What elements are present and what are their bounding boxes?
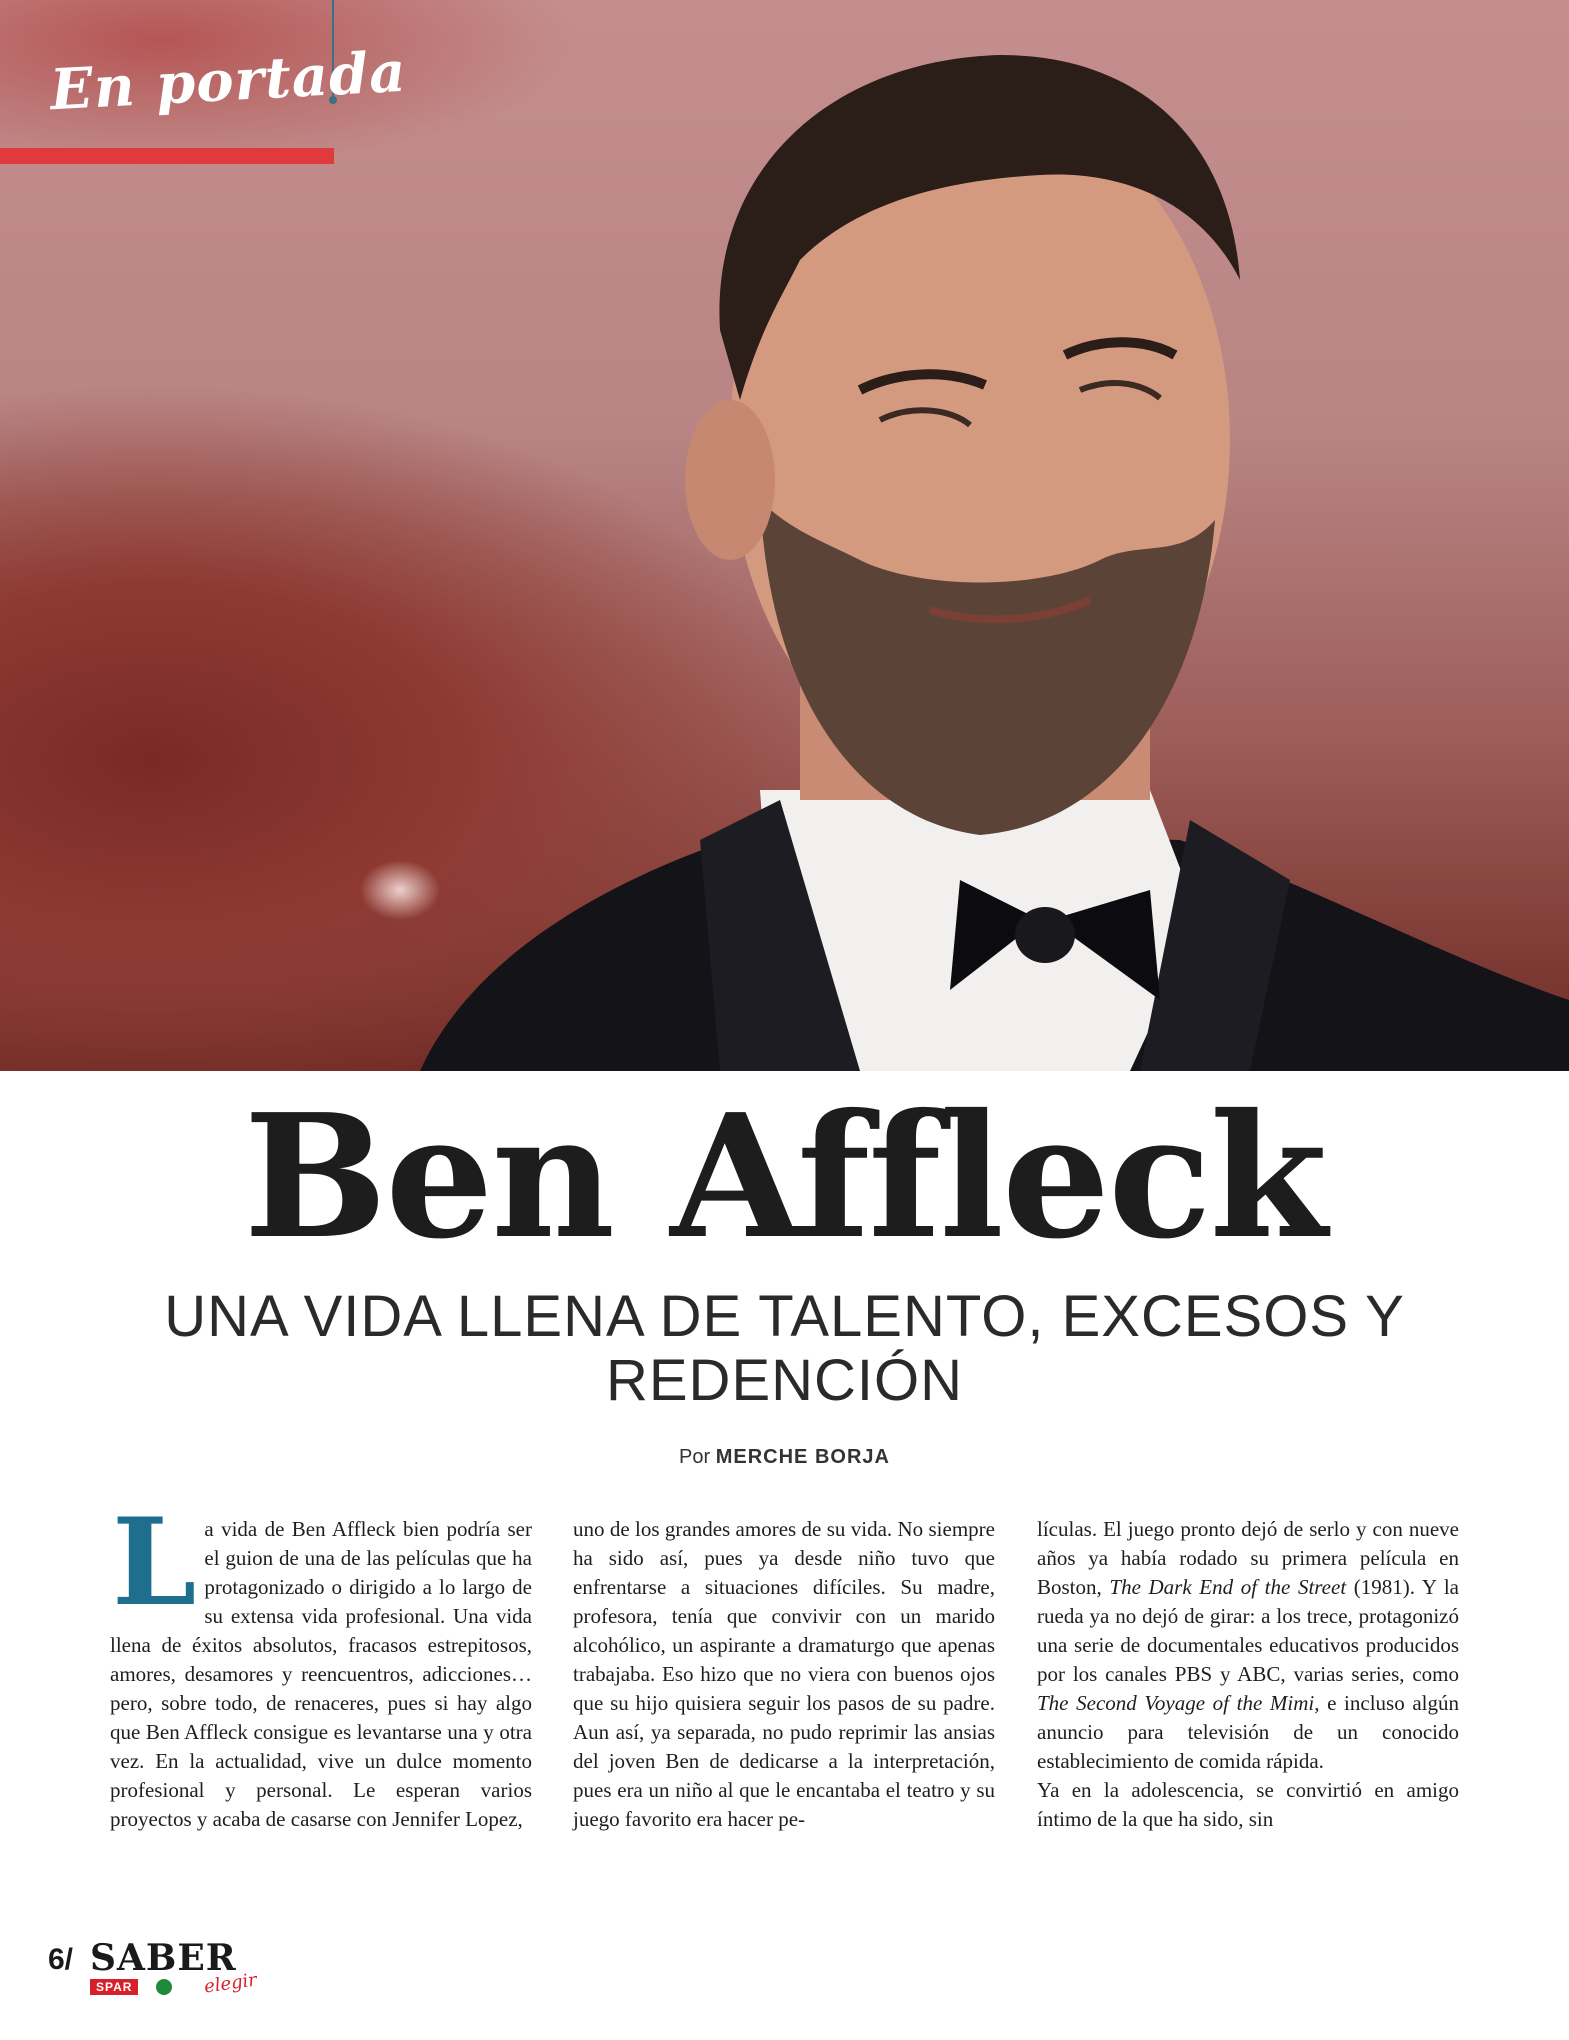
column-2-text: uno de los grandes amores de su vida. No siempre ha sido así, pues ya desde niño tuvo que enfrentarse a situaciones difíciles. Su madre, profesora, tenía que convivir con un marido alcohólico, un aspirante a dramaturgo que apenas trabajaba. Eso hizo que no viera con buenos ojos que su hijo quisiera seguir los pasos de su padre. Aun así, ya separada, no pudo reprimir las ansias del joven Ben de dedicarse a la interpretación, pues era un niño al que le encantaba el teatro y su juego favorito era hacer pe- [573,1517,995,1831]
page-footer [48,1937,348,1997]
byline [0,1446,1569,1469]
column-3-text-a: lículas. El juego pronto dejó de serlo y con nueve años ya había rodado su primera película en Boston, [1037,1517,1459,1599]
column-3-text-c: , e incluso algún anuncio para televisión de un conocido establecimiento de comida rápida. [1037,1691,1459,1773]
byline-author: MERCHE BORJA [715,1446,890,1468]
section-accent-bar [0,148,334,164]
article-column-3 [1037,1515,1459,1834]
film-title-1: The Dark End of the Street [1109,1575,1347,1599]
column-3-paragraph-2: Ya en la adolescencia, se convirtió en amigo íntimo de la que ha sido, sin [1037,1778,1459,1831]
column-3-paragraph-1 [1037,1515,1459,1776]
article-headline: Ben Affleck [243,1077,1326,1277]
page-number: 6/ [48,1943,74,1976]
magazine-tagline: elegir [202,1969,259,1998]
magazine-logo: SABER [90,1937,237,1979]
spar-badge: SPAR [90,1979,138,1995]
article-column-2 [573,1515,995,1834]
column-3-text-b: (1981). Y la rueda ya no dejó de girar: a los trece, protagonizó una serie de documentales educativos producidos por los canales PBS y ABC, varias series, como [1037,1575,1460,1686]
section-label: En portada [48,38,408,124]
byline-prefix: Por [679,1446,711,1468]
spar-leaf-icon [156,1979,172,1995]
ear [685,400,775,560]
article-subtitle: UNA VIDA LLENA DE TALENTO, EXCESOS Y REDENCIÓN [164,1284,1405,1413]
drop-cap: L [112,1492,197,1633]
article-column-1 [110,1492,532,1834]
column-1-text: a vida de Ben Affleck bien podría ser el guion de una de las películas que ha protagonizado o dirigido a lo largo de su extensa vida profesional. Una vida llena de éxitos absolutos, fracasos estrepitosos, amores, desamores y reencuentros, adicciones… pero, sobre todo, de renaceres, pues si hay algo que Ben Affleck consigue es levantarse una y otra vez. En la actualidad, vive un dulce momento profesional y personal. Le esperan varios proyectos y acaba de casarse con Jennifer Lopez, [110,1517,532,1831]
bow-tie-knot [1015,907,1075,963]
film-title-2: The Second Voyage of the Mimi [1037,1691,1315,1715]
